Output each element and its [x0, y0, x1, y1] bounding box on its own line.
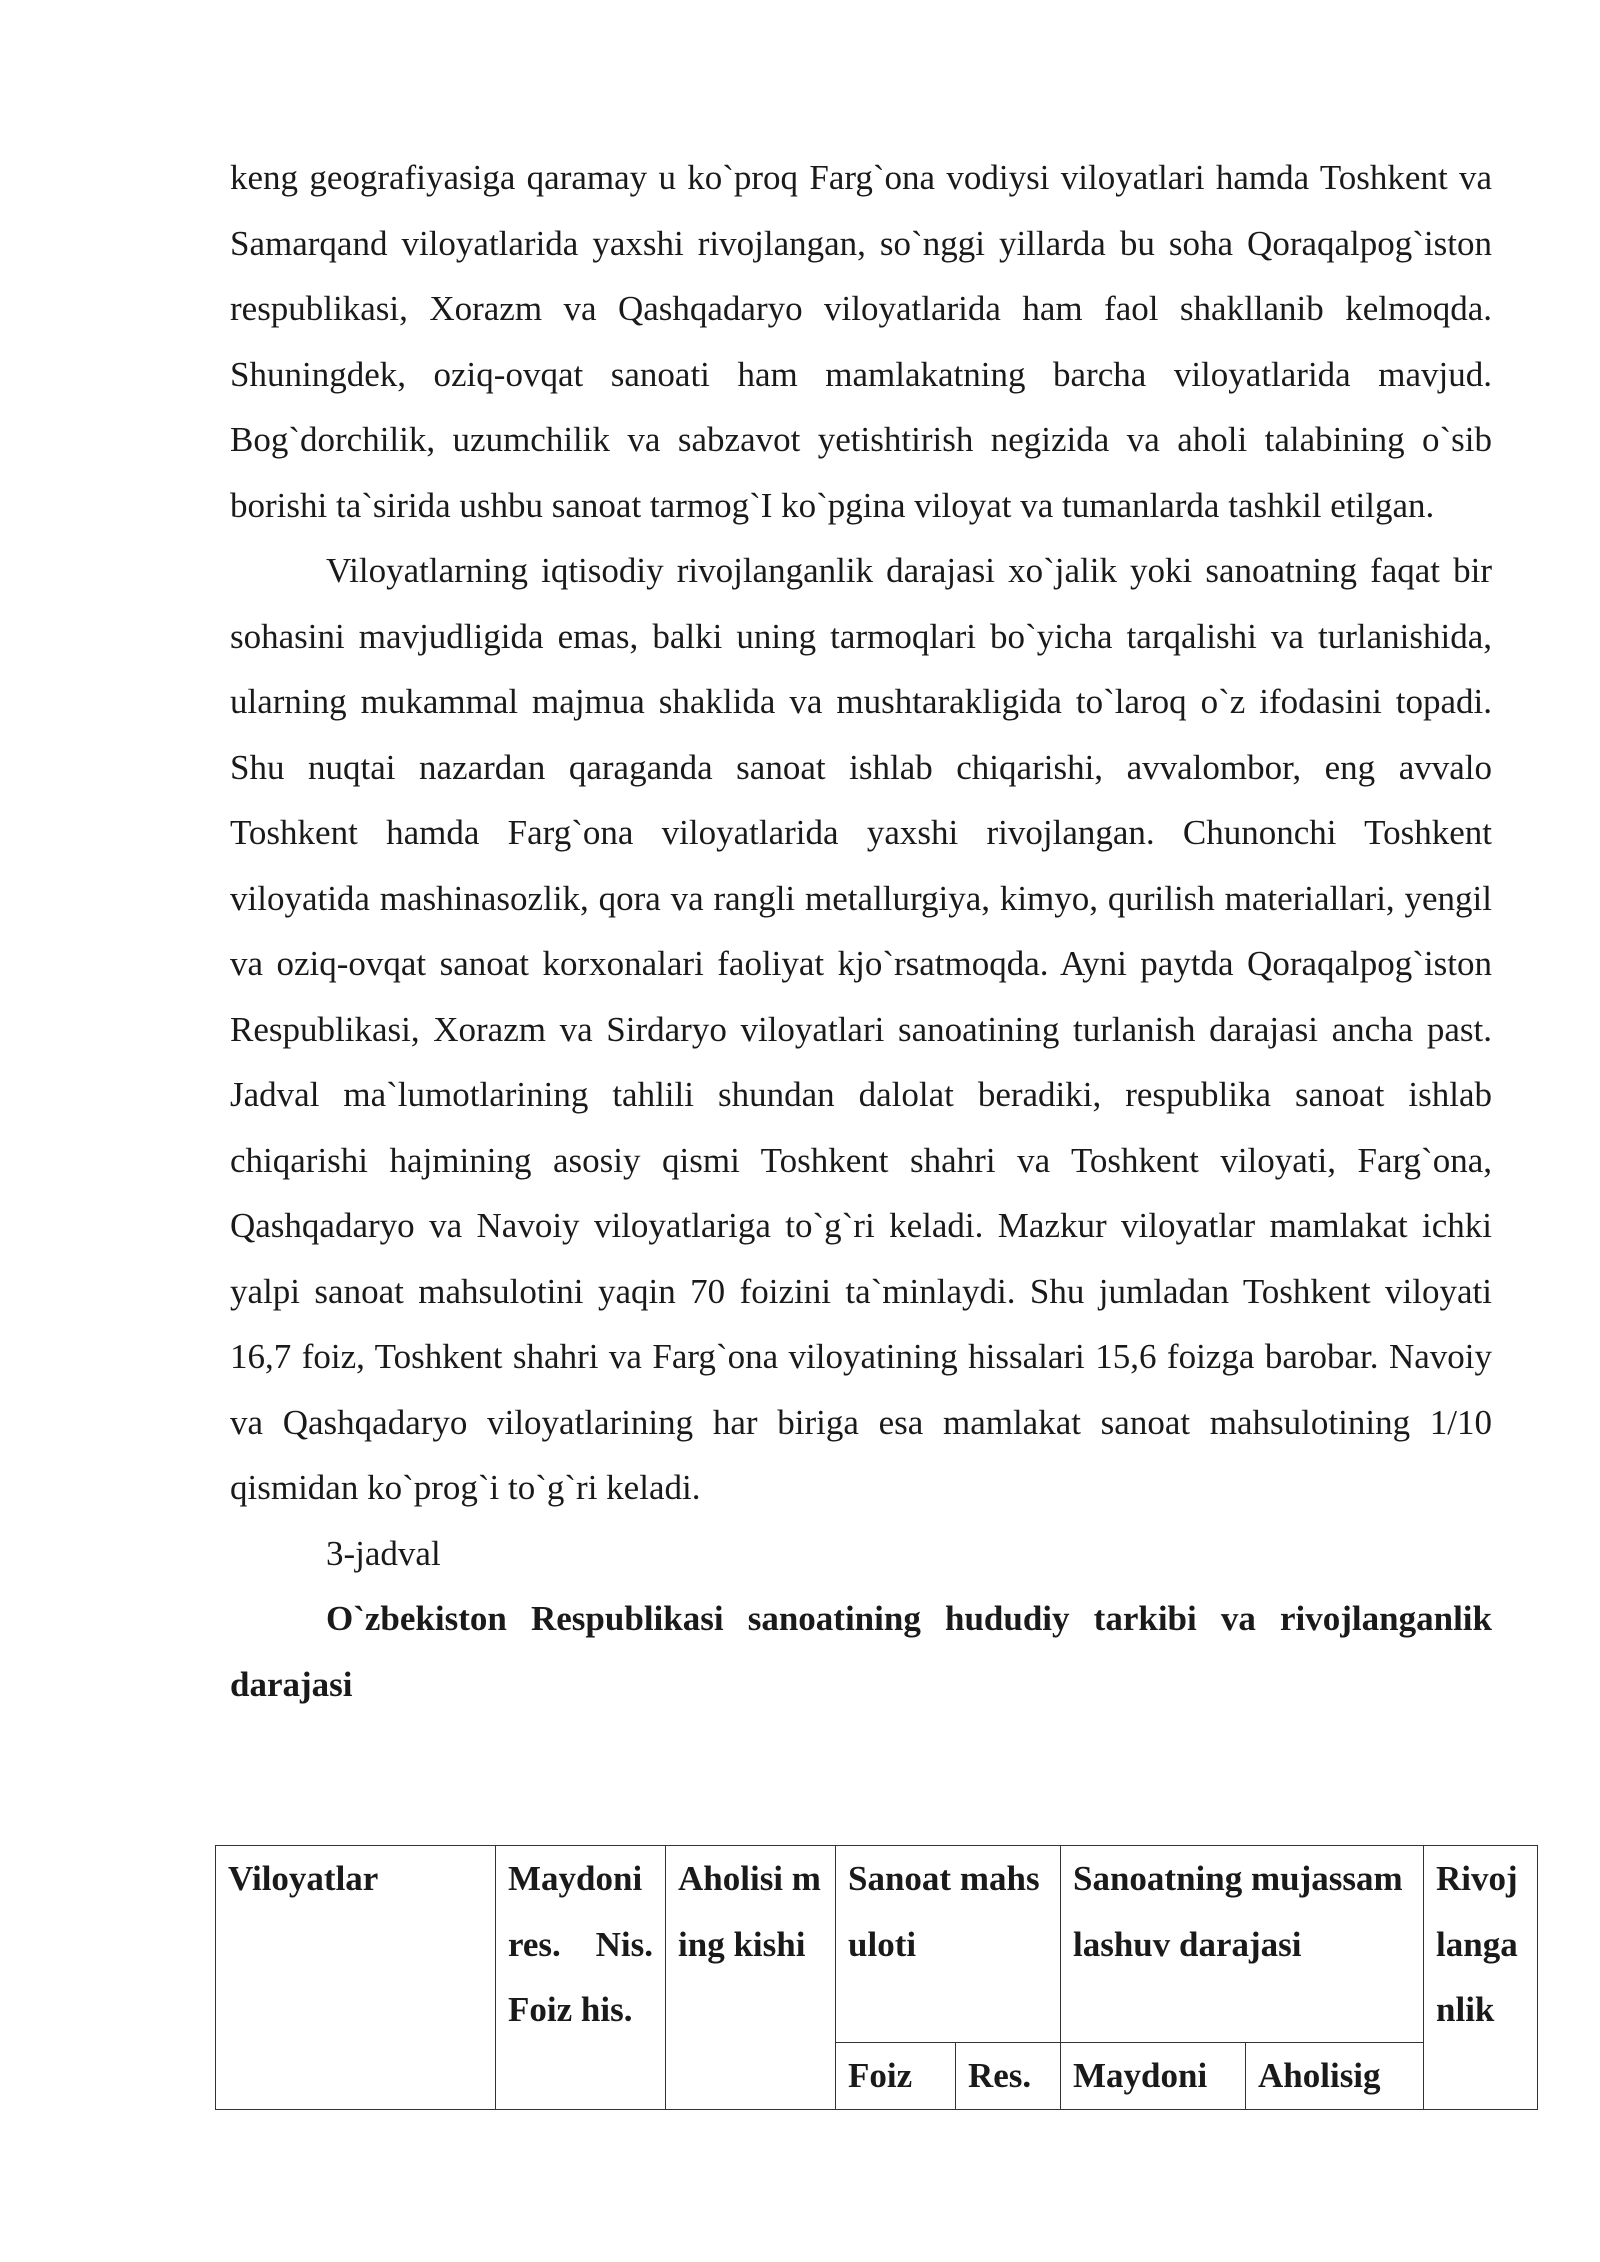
header-sanoat-mahsuloti: Sanoat mahsuloti — [836, 1846, 1061, 2043]
header-maydoni-sub: Maydoni — [1061, 2043, 1246, 2110]
header-mujassamlashuv: Sanoatning mujassamlashuv darajasi — [1061, 1846, 1424, 2043]
header-res: Res. — [956, 2043, 1061, 2110]
table-caption: 3-jadval — [326, 1533, 441, 1573]
header-rivojlanlik: Rivojlanganlik — [1424, 1846, 1538, 2110]
table-title: O`zbekiston Respublikasi sanoatining hududiy tarkibi va rivojlanganlik darajasi — [230, 1599, 1492, 1704]
data-table — [215, 1845, 1538, 2110]
paragraph-2: Viloyatlarning iqtisodiy rivojlanganlik darajasi xo`jalik yoki sanoatning faqat bir sohasini mavjudligida emas, balki uning tarmoqlari bo`yicha tarqalishi va turlanishida, ularning mukammal majmua shaklida va mushtarakligida to`laroq o`z ifodasini topadi. Shu nuqtai nazardan qaraganda sanoat ishlab chiqarishi, avvalombor, eng avvalo Toshkent hamda Farg`ona viloyatlarida yaxshi rivojlangan. Chunonchi Toshkent viloyatida mashinasozlik, qora va rangli metallurgiya, kimyo, qurilish materiallari, yengil va oziq-ovqat sanoat korxonalari faoliyat kjo`rsatmoqda. Ayni paytda Qoraqalpog`iston Respublikasi, Xorazm va Sirdaryo viloyatlari sanoatining turlanish darajasi ancha past. Jadval ma`lumotlarining tahlili shundan dalolat beradiki, respublika sanoat ishlab chiqarishi hajmining asosiy qismi Toshkent shahri va Toshkent viloyati, Farg`ona, Qashqadaryo va Navoiy viloyatlariga to`g`ri keladi. Mazkur viloyatlar mamlakat ichki yalpi sanoat mahsulotini yaqin 70 foizini ta`minlaydi. Shu jumladan Toshkent viloyati 16,7 foiz, Toshkent shahri va Farg`ona viloyatining hissalari 15,6 foizga barobar. Navoiy va Qashqadaryo viloyatlarining har biriga esa mamlakat sanoat mahsulotining 1/10 qismidan ko`prog`i to`g`ri keladi. — [230, 551, 1492, 1507]
table-header-row-1 — [216, 1846, 1538, 2043]
header-aholisig: Aholisig — [1246, 2043, 1424, 2110]
document-page — [230, 145, 1492, 1717]
header-foiz: Foiz — [836, 2043, 956, 2110]
header-aholisi: Aholisi ming kishi — [666, 1846, 836, 2110]
header-viloyatlar: Viloyatlar — [216, 1846, 496, 2110]
header-maydoni: Maydoni res. Nis. Foiz his. — [496, 1846, 666, 2110]
paragraph-1: keng geografiyasiga qaramay u ko`proq Farg`ona vodiysi viloyatlari hamda Toshkent va Samarqand viloyatlarida yaxshi rivojlangan, so`nggi yillarda bu soha Qoraqalpog`iston respublikasi, Xorazm va Qashqadaryo viloyatlarida ham faol shakllanib kelmoqda. Shuningdek, oziq-ovqat sanoati ham mamlakatning barcha viloyatlarida mavjud. Bog`dorchilik, uzumchilik va sabzavot yetishtirish negizida va aholi talabining o`sib borishi ta`sirida ushbu sanoat tarmog`I ko`pgina viloyat va tumanlarda tashkil etilgan. — [230, 158, 1492, 525]
